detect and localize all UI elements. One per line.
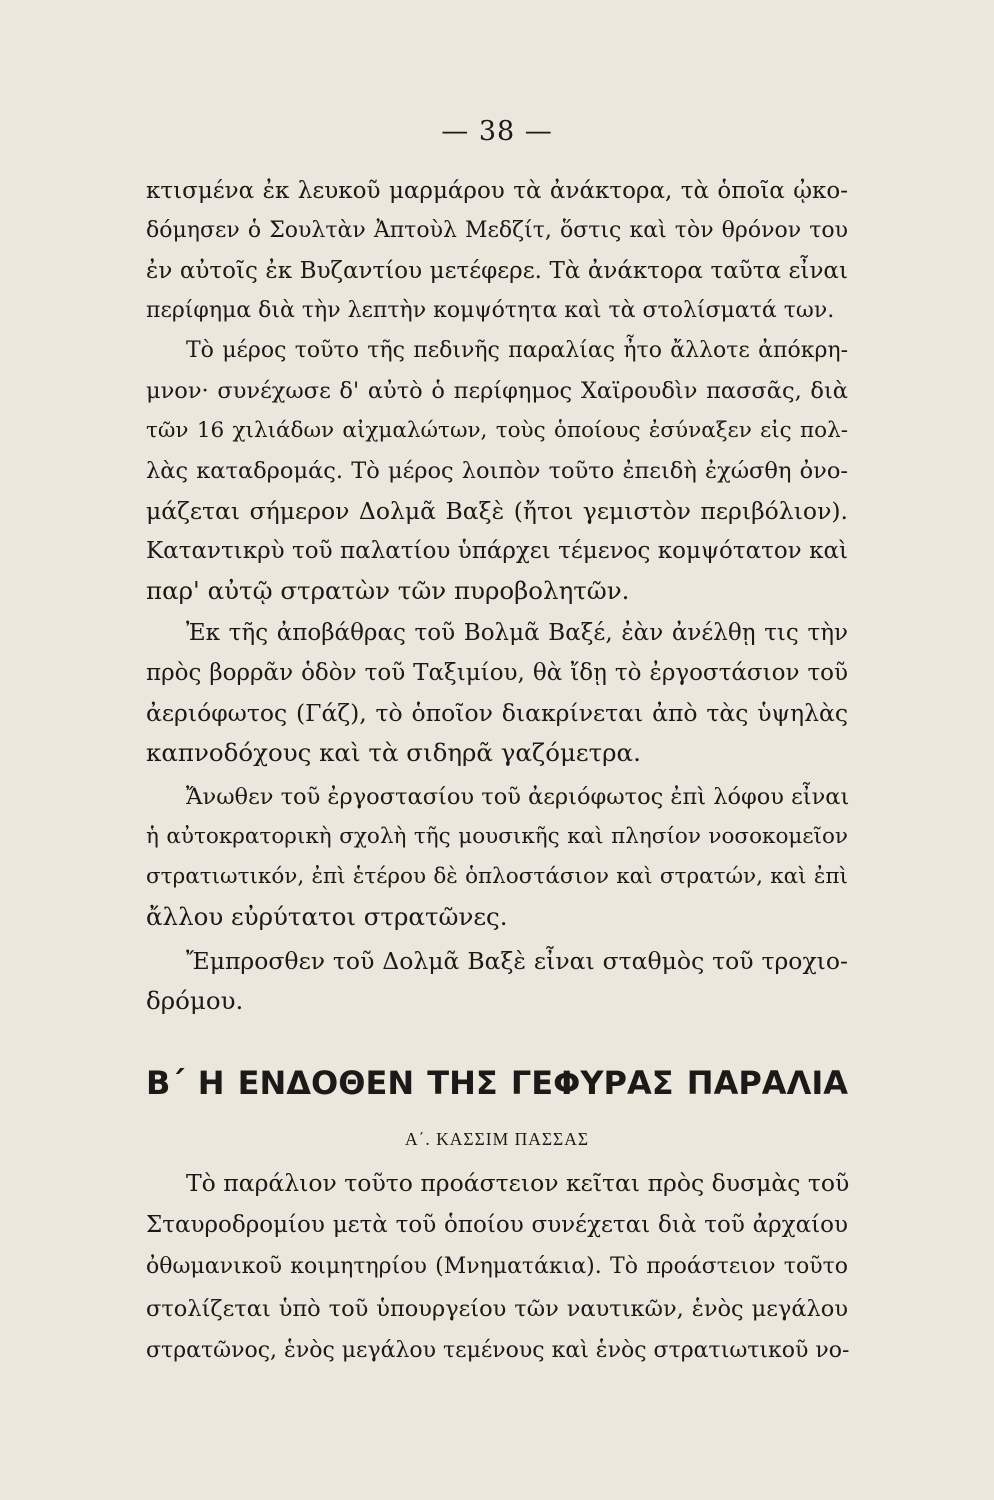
text-line: ἀεριόφωτος (Γάζ), τὸ ὁποῖον διακρίνεται ἀπὸ τὰς ὑψηλὰς: [146, 699, 848, 727]
paragraph-first-line: Τὸ παράλιον τοῦτο προάστειον κεῖται πρὸς δυσμὰς τοῦ: [186, 1169, 850, 1197]
paragraph-first-line: Ἐκ τῆς ἀποβάθρας τοῦ Βολμᾶ Βαξέ, ἐὰν ἀνέλθῃ τις τὴν: [186, 620, 848, 646]
text-line: καπνοδόχους καὶ τὰ σιδηρᾶ γαζόμετρα.: [146, 738, 641, 767]
text-line: ὀθωμανικοῦ κοιμητηρίου (Μνηματάκια). Τὸ προάστειον τοῦτο: [146, 1254, 848, 1279]
paragraph-first-line: Ἄνωθεν τοῦ ἐργοστασίου τοῦ ἀεριόφωτος ἐπὶ λόφου εἶναι: [186, 784, 850, 810]
paragraph-first-line: Ἔμπροσθεν τοῦ Δολμᾶ Βαξὲ εἶναι σταθμὸς τοῦ τροχιο-: [186, 947, 848, 975]
text-line: κτισμένα ἐκ λευκοῦ μαρμάρου τὰ ἀνάκτορα, τὰ ὁποῖα ᾠκο-: [146, 178, 848, 204]
text-line: ἐν αὐτοῖς ἐκ Βυζαντίου μετέφερε. Τὰ ἀνάκτορα ταῦτα εἶναι: [146, 258, 848, 284]
text-line: στρατῶνος, ἑνὸς μεγάλου τεμένους καὶ ἑνὸς στρατιωτικοῦ νο-: [146, 1338, 850, 1363]
text-line: στρατιωτικόν, ἐπὶ ἑτέρου δὲ ὁπλοστάσιον καὶ στρατών, καὶ ἐπὶ: [146, 864, 848, 889]
text-line: λὰς καταδρομάς. Τὸ μέρος λοιπὸν τοῦτο ἐπειδὴ ἐχώσθη ὀνο-: [146, 458, 848, 484]
text-line: δόμησεν ὁ Σουλτὰν Ἀπτοὺλ Μεδζίτ, ὅστις καὶ τὸν θρόνον του: [146, 218, 848, 243]
text-line: ἄλλου εὐρύτατοι στρατῶνες.: [146, 902, 508, 931]
text-line: μάζεται σήμερον Δολμᾶ Βαξὲ (ἤτοι γεμιστὸν περιβόλιον).: [146, 497, 848, 525]
text-line: ἡ αὐτοκρατορικὴ σχολὴ τῆς μουσικῆς καὶ πλησίον νοσοκομεῖον: [146, 824, 848, 849]
text-line: πρὸς βορρᾶν ὁδὸν τοῦ Ταξιμίου, θὰ ἴδῃ τὸ ἐργοστάσιον τοῦ: [146, 660, 848, 686]
text-line: στολίζεται ὑπὸ τοῦ ὑπουργείου τῶν ναυτικῶν, ἑνὸς μεγάλου: [146, 1296, 848, 1322]
text-line: περίφημα διὰ τὴν λεπτὴν κομψότητα καὶ τὰ στολίσματά των.: [146, 298, 835, 323]
text-line: τῶν 16 χιλιάδων αἰχμαλώτων, τοὺς ὁποίους ἐσύναξεν εἰς πολ-: [146, 418, 848, 443]
text-line: δρόμου.: [146, 986, 244, 1015]
page-number: — 38 —: [441, 116, 553, 147]
subsection-heading: Α΄. ΚΑΣΣΙΜ ΠΑΣΣΑΣ: [404, 1129, 590, 1149]
section-heading: Β΄ Η ΕΝΔΟΘΕΝ ΤΗΣ ΓΕΦΥΡΑΣ ΠΑΡΑΛΙΑ: [146, 1064, 848, 1102]
paragraph-first-line: Τὸ μέρος τοῦτο τῆς πεδινῆς παραλίας ἦτο ἄλλοτε ἀπόκρη-: [186, 338, 848, 363]
text-line: Σταυροδρομίου μετὰ τοῦ ὁποίου συνέχεται διὰ τοῦ ἀρχαίου: [146, 1212, 848, 1238]
text-line: μνον· συνέχωσε δ' αὐτὸ ὁ περίφημος Χαϊρουδὶν πασσᾶς, διὰ: [146, 378, 848, 404]
text-line: Καταντικρὺ τοῦ παλατίου ὑπάρχει τέμενος κομψότατον καὶ: [146, 538, 848, 564]
text-line: παρ' αὐτῷ στρατὼν τῶν πυροβολητῶν.: [146, 576, 630, 605]
